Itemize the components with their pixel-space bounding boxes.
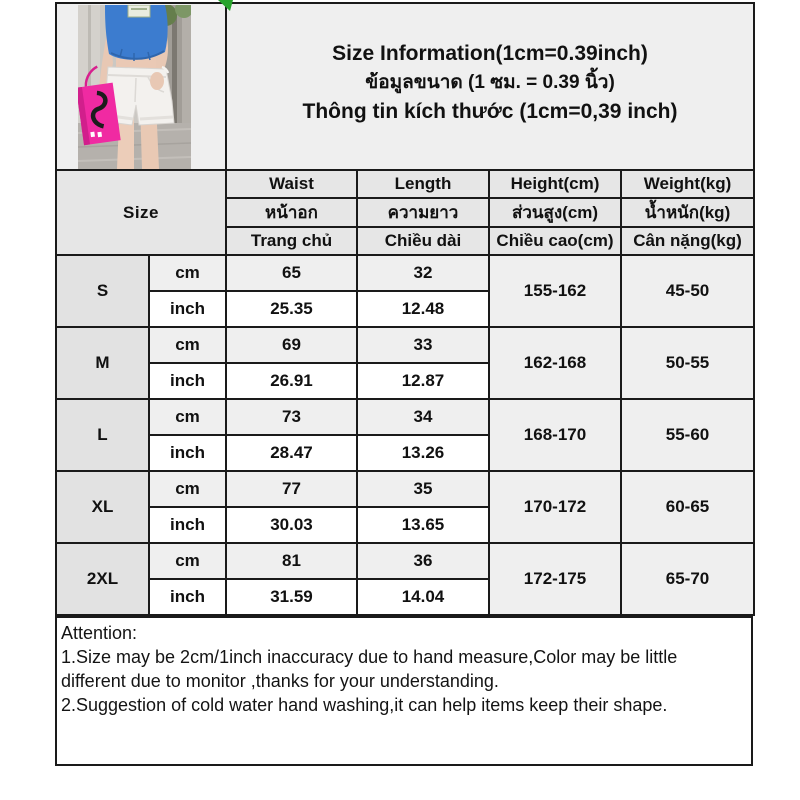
waist-cm-value: 81 [226, 543, 357, 579]
unit-inch: inch [149, 435, 226, 471]
height-range: 162-168 [489, 327, 621, 399]
waist-cm-value: 69 [226, 327, 357, 363]
title-english: Size Information(1cm=0.39inch) [332, 42, 648, 65]
unit-cm: cm [149, 399, 226, 435]
waist-inch-value: 25.35 [226, 291, 357, 327]
waist-inch-value: 28.47 [226, 435, 357, 471]
waist-cm-value: 73 [226, 399, 357, 435]
size-table [55, 2, 755, 616]
weight-range: 60-65 [621, 471, 754, 543]
table-row-l-cm [56, 399, 754, 435]
waist-inch-value: 30.03 [226, 507, 357, 543]
shirt-tag [128, 5, 150, 17]
green-corner-marker [218, 0, 233, 11]
length-inch-value: 13.65 [357, 507, 489, 543]
length-cm-value: 33 [357, 327, 489, 363]
title-cell [226, 3, 754, 170]
header-row-english [56, 170, 754, 198]
unit-cm: cm [149, 327, 226, 363]
col-header-weight-en: Weight(kg) [621, 170, 754, 198]
unit-inch: inch [149, 291, 226, 327]
unit-inch: inch [149, 579, 226, 615]
col-header-weight-th: น้ำหนัก(kg) [621, 198, 754, 227]
length-cm-value: 34 [357, 399, 489, 435]
unit-inch: inch [149, 363, 226, 399]
height-range: 155-162 [489, 255, 621, 327]
hand-in-pocket [150, 72, 164, 90]
table-row-2xl-cm [56, 543, 754, 579]
unit-cm: cm [149, 543, 226, 579]
waist-cm-value: 65 [226, 255, 357, 291]
weight-range: 55-60 [621, 399, 754, 471]
size-label-m: M [56, 327, 149, 399]
col-header-waist-en: Waist [226, 170, 357, 198]
table-row-xl-cm [56, 471, 754, 507]
table-row-s-cm [56, 255, 754, 291]
height-range: 172-175 [489, 543, 621, 615]
unit-cm: cm [149, 255, 226, 291]
waist-cm-value: 77 [226, 471, 357, 507]
attention-line-1: 1.Size may be 2cm/1inch inaccuracy due to hand measure,Color may be little different due to monitor ,thanks for your understanding. [61, 647, 678, 691]
col-header-weight-vi: Cân nặng(kg) [621, 227, 754, 255]
col-header-height-vi: Chiều cao(cm) [489, 227, 621, 255]
size-header: Size [56, 170, 226, 255]
attention-line-2: 2.Suggestion of cold water hand washing,it can help items keep their shape. [61, 695, 668, 715]
weight-range: 50-55 [621, 327, 754, 399]
col-header-waist-vi: Trang chủ [226, 227, 357, 255]
size-label-l: L [56, 399, 149, 471]
height-range: 168-170 [489, 399, 621, 471]
waist-inch-value: 26.91 [226, 363, 357, 399]
col-header-waist-th: หน้าอก [226, 198, 357, 227]
title-thai: ข้อมูลขนาด (1 ซม. = 0.39 นิ้ว) [365, 72, 615, 93]
length-cm-value: 35 [357, 471, 489, 507]
attention-heading: Attention: [61, 623, 138, 643]
col-header-height-en: Height(cm) [489, 170, 621, 198]
length-cm-value: 36 [357, 543, 489, 579]
length-cm-value: 32 [357, 255, 489, 291]
length-inch-value: 12.48 [357, 291, 489, 327]
size-label-s: S [56, 255, 149, 327]
size-label-xl: XL [56, 471, 149, 543]
size-chart-sheet [55, 2, 753, 766]
photo-title-row [56, 3, 754, 170]
table-row-m-cm [56, 327, 754, 363]
title-vietnamese: Thông tin kích thước (1cm=0,39 inch) [302, 100, 678, 123]
col-header-length-th: ความยาว [357, 198, 489, 227]
product-photo [78, 5, 191, 169]
length-inch-value: 14.04 [357, 579, 489, 615]
col-header-height-th: ส่วนสูง(cm) [489, 198, 621, 227]
attention-box [55, 616, 753, 766]
product-photo-cell [56, 3, 226, 170]
unit-cm: cm [149, 471, 226, 507]
col-header-length-vi: Chiều dài [357, 227, 489, 255]
col-header-length-en: Length [357, 170, 489, 198]
size-label-2xl: 2XL [56, 543, 149, 615]
weight-range: 45-50 [621, 255, 754, 327]
length-inch-value: 13.26 [357, 435, 489, 471]
waist-inch-value: 31.59 [226, 579, 357, 615]
length-inch-value: 12.87 [357, 363, 489, 399]
height-range: 170-172 [489, 471, 621, 543]
unit-inch: inch [149, 507, 226, 543]
weight-range: 65-70 [621, 543, 754, 615]
